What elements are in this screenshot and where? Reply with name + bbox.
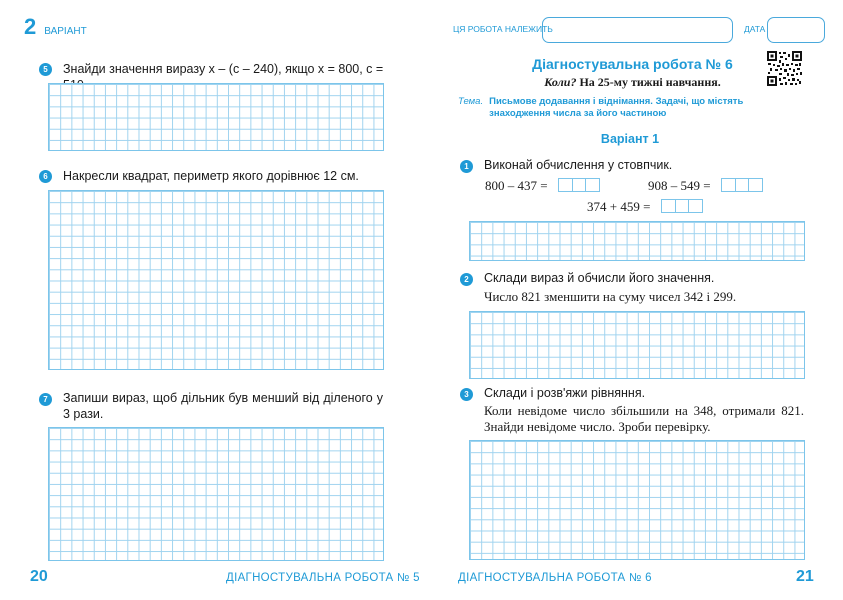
work-title: Діагностувальна робота № 6 <box>532 56 733 72</box>
left-footer-title: ДІАГНОСТУВАЛЬНА РОБОТА № 5 <box>226 572 420 584</box>
task-7-text: Запиши вираз, щоб дільник був менший від діленого у 3 рази. <box>63 391 383 421</box>
task-number-1: 1 <box>460 160 473 173</box>
when-line <box>500 75 765 90</box>
date-field[interactable] <box>767 17 825 43</box>
task-number-7: 7 <box>39 393 52 406</box>
answer-boxes-1[interactable] <box>558 178 600 192</box>
expression-2: 908 – 549 = <box>648 178 711 193</box>
variant-number: 2 <box>24 14 37 39</box>
task-6-text: Накресли квадрат, периметр якого дорівнює 12 см. <box>63 169 359 183</box>
left-page-number: 20 <box>30 568 48 585</box>
date-label: ДАТА <box>744 24 766 34</box>
variant-heading: Варіант 1 <box>600 132 660 146</box>
expression-1: 800 – 437 = <box>485 178 548 193</box>
answer-grid-1[interactable] <box>469 221 805 261</box>
task-number-6: 6 <box>39 170 52 183</box>
when-text: На 25-му тижні навчання. <box>579 75 721 89</box>
expression-3: 374 + 459 = <box>587 199 651 214</box>
variant-label: ВАРІАНТ <box>44 26 87 37</box>
answer-boxes-3[interactable] <box>661 199 703 213</box>
task-1-text: Виконай обчислення у стовпчик. <box>484 158 673 172</box>
answer-grid-5[interactable] <box>48 83 384 151</box>
task-5-text: Знайди значення виразу x – (c – 240), якщо x = 800, c = <box>63 62 384 76</box>
when-label: Коли? <box>544 75 577 89</box>
answer-grid-7[interactable] <box>48 427 384 561</box>
topic-label: Тема. <box>458 96 484 107</box>
task-number-2: 2 <box>460 273 473 286</box>
task-2-text: Склади вираз й обчисли його значення. <box>484 271 715 285</box>
owner-name-field[interactable] <box>542 17 733 43</box>
answer-grid-6[interactable] <box>48 190 384 370</box>
task-number-5: 5 <box>39 63 52 76</box>
task-3-text: Склади і розв'яжи рівняння. <box>484 386 646 400</box>
topic-block <box>458 96 803 120</box>
answer-grid-3[interactable] <box>469 440 805 560</box>
qr-code-icon <box>766 50 803 87</box>
right-page-number: 21 <box>796 568 814 585</box>
task-3-subtext: Коли невідоме число збільшили на 348, отримали 821. Знайди невідоме число. Зроби перевірку. <box>484 403 804 434</box>
task-2-subtext: Число 821 зменшити на суму чисел 342 і 299. <box>484 289 737 304</box>
task-number-3: 3 <box>460 388 473 401</box>
answer-boxes-2[interactable] <box>721 178 763 192</box>
answer-grid-2[interactable] <box>469 311 805 379</box>
belongs-label: ЦЯ РОБОТА НАЛЕЖИТЬ <box>453 24 553 34</box>
right-footer-title: ДІАГНОСТУВАЛЬНА РОБОТА № 6 <box>458 572 652 584</box>
left-header <box>24 14 87 40</box>
topic-text: Письмове додавання і віднімання. Задачі, що містять знаходження числа за його частиною <box>489 96 744 119</box>
